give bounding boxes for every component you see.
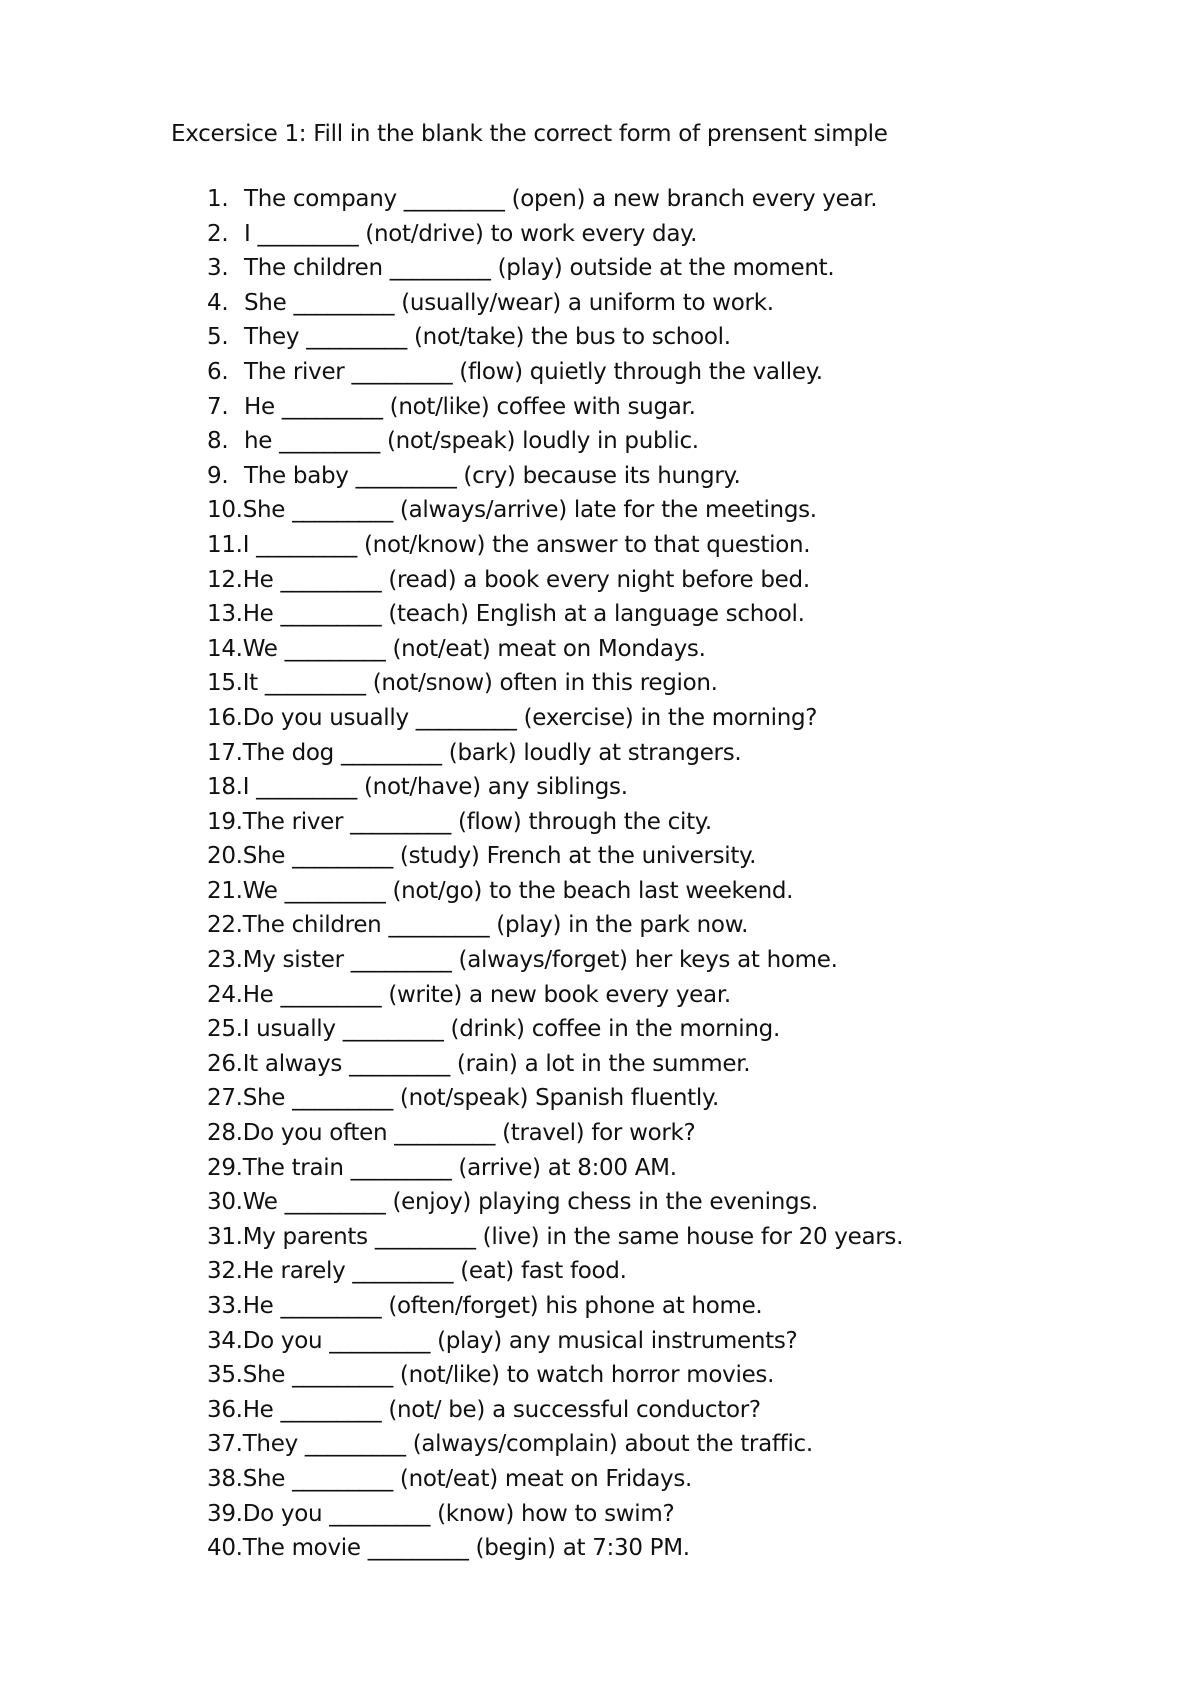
exercise-item (207, 597, 903, 632)
exercise-item (207, 1254, 903, 1289)
exercise-list (207, 182, 903, 1566)
exercise-item (207, 1497, 903, 1532)
exercise-number: 25. (207, 1016, 243, 1043)
exercise-number: 12. (207, 566, 243, 593)
exercise-item (207, 528, 903, 563)
exercise-number: 16. (207, 704, 243, 731)
exercise-number: 36. (207, 1396, 243, 1423)
exercise-sentence: He _________ (not/like) coffee with sugar. (244, 393, 696, 420)
exercise-item (207, 1185, 903, 1220)
exercise-item (207, 286, 903, 321)
exercise-sentence: I _________ (not/have) any siblings. (242, 774, 628, 801)
exercise-sentence: She _________ (not/eat) meat on Fridays. (242, 1465, 693, 1492)
exercise-title: Excersice 1: Fill in the blank the correct form of prensent simple (171, 121, 888, 147)
exercise-number: 23. (207, 947, 243, 974)
exercise-sentence: My parents _________ (live) in the same house for 20 years. (242, 1223, 904, 1250)
exercise-number: 11. (207, 531, 243, 558)
exercise-item (207, 1012, 903, 1047)
exercise-number: 14. (207, 635, 243, 662)
exercise-item (207, 1289, 903, 1324)
exercise-sentence: She _________ (usually/wear) a uniform to work. (244, 289, 774, 316)
exercise-sentence: He _________ (often/forget) his phone at home. (242, 1293, 763, 1319)
exercise-number: 8. (207, 428, 229, 455)
exercise-item (207, 424, 903, 459)
exercise-number: 38. (207, 1465, 243, 1492)
exercise-sentence: The train _________ (arrive) at 8:00 AM. (242, 1154, 677, 1181)
exercise-number: 21. (207, 877, 243, 904)
exercise-number: 30. (207, 1189, 243, 1216)
exercise-sentence: The company _________ (open) a new branch every year. (244, 186, 878, 212)
exercise-sentence: She _________ (not/speak) Spanish fluently. (242, 1085, 720, 1112)
exercise-number: 19. (207, 808, 243, 835)
exercise-number: 20. (207, 843, 243, 870)
exercise-sentence: Do you often _________ (travel) for work? (242, 1120, 696, 1147)
exercise-sentence: The river _________ (flow) through the city. (242, 808, 712, 835)
exercise-sentence: She _________ (always/arrive) late for the meetings. (242, 497, 817, 524)
exercise-sentence: The dog _________ (bark) loudly at strangers. (242, 739, 742, 766)
exercise-number: 2. (207, 220, 229, 247)
exercise-sentence: They _________ (always/complain) about the traffic. (242, 1431, 813, 1458)
exercise-number: 27. (207, 1085, 243, 1112)
exercise-number: 6. (207, 358, 229, 385)
exercise-sentence: The movie _________ (begin) at 7:30 PM. (242, 1535, 690, 1562)
exercise-item (207, 839, 903, 874)
exercise-sentence: He _________ (not/ be) a successful conductor? (242, 1396, 761, 1423)
exercise-item (207, 459, 903, 494)
exercise-sentence: I usually _________ (drink) coffee in the morning. (242, 1016, 780, 1043)
exercise-number: 15. (207, 670, 243, 697)
exercise-number: 17. (207, 739, 243, 766)
exercise-number: 35. (207, 1362, 243, 1389)
exercise-sentence: I _________ (not/drive) to work every day. (244, 220, 698, 247)
exercise-item (207, 1462, 903, 1497)
exercise-sentence: The baby _________ (cry) because its hungry. (244, 462, 741, 489)
exercise-sentence: He _________ (read) a book every night before bed. (242, 566, 810, 593)
exercise-item (207, 1116, 903, 1151)
exercise-number: 3. (207, 255, 229, 282)
exercise-item (207, 632, 903, 667)
exercise-item (207, 320, 903, 355)
exercise-number: 13. (207, 601, 243, 628)
exercise-sentence: The children _________ (play) in the park now. (242, 912, 749, 939)
exercise-number: 26. (207, 1050, 243, 1077)
exercise-item (207, 217, 903, 252)
exercise-sentence: He _________ (write) a new book every year. (242, 981, 731, 1008)
exercise-number: 28. (207, 1120, 243, 1147)
exercise-sentence: He _________ (teach) English at a language school. (242, 601, 805, 628)
exercise-item (207, 1427, 903, 1462)
exercise-number: 40. (207, 1535, 243, 1562)
exercise-sentence: She _________ (study) French at the university. (242, 843, 757, 870)
exercise-sentence: I _________ (not/know) the answer to that question. (242, 531, 811, 558)
exercise-sentence: It _________ (not/snow) often in this region. (242, 670, 718, 697)
exercise-item (207, 1151, 903, 1186)
exercise-number: 37. (207, 1431, 243, 1458)
exercise-item (207, 1220, 903, 1255)
exercise-number: 33. (207, 1293, 243, 1319)
exercise-sentence: Do you _________ (play) any musical instruments? (242, 1327, 798, 1354)
exercise-item (207, 563, 903, 598)
exercise-sentence: The river _________ (flow) quietly through the valley. (244, 358, 823, 385)
exercise-sentence: Do you usually _________ (exercise) in the morning? (242, 704, 818, 731)
exercise-item (207, 908, 903, 943)
exercise-item (207, 874, 903, 909)
exercise-item (207, 1081, 903, 1116)
exercise-number: 1. (207, 186, 229, 212)
exercise-item (207, 251, 903, 286)
exercise-sentence: The children _________ (play) outside at the moment. (244, 255, 835, 282)
exercise-number: 31. (207, 1223, 243, 1250)
exercise-number: 18. (207, 774, 243, 801)
exercise-item (207, 1324, 903, 1359)
exercise-sentence: We _________ (enjoy) playing chess in the evenings. (242, 1189, 819, 1216)
exercise-number: 32. (207, 1258, 243, 1285)
exercise-item (207, 943, 903, 978)
exercise-sentence: We _________ (not/go) to the beach last weekend. (242, 877, 794, 904)
exercise-number: 10. (207, 497, 243, 524)
exercise-number: 4. (207, 289, 229, 316)
exercise-item (207, 1531, 903, 1566)
exercise-item (207, 390, 903, 425)
exercise-number: 29. (207, 1154, 243, 1181)
exercise-number: 5. (207, 324, 229, 351)
exercise-item (207, 770, 903, 805)
exercise-number: 34. (207, 1327, 243, 1354)
exercise-sentence: They _________ (not/take) the bus to school. (244, 324, 731, 351)
exercise-item (207, 736, 903, 771)
exercise-item (207, 666, 903, 701)
exercise-item (207, 1047, 903, 1082)
exercise-item (207, 978, 903, 1013)
exercise-sentence: It always _________ (rain) a lot in the summer. (242, 1050, 751, 1077)
exercise-sentence: We _________ (not/eat) meat on Mondays. (242, 635, 706, 662)
exercise-sentence: he _________ (not/speak) loudly in public. (244, 428, 699, 455)
exercise-sentence: Do you _________ (know) how to swim? (242, 1500, 675, 1527)
exercise-item (207, 182, 903, 217)
exercise-item (207, 493, 903, 528)
exercise-number: 9. (207, 462, 229, 489)
exercise-item (207, 701, 903, 736)
exercise-item (207, 1393, 903, 1428)
exercise-number: 24. (207, 981, 243, 1008)
exercise-item (207, 1358, 903, 1393)
exercise-sentence: She _________ (not/like) to watch horror movies. (242, 1362, 775, 1389)
exercise-number: 39. (207, 1500, 243, 1527)
exercise-item (207, 355, 903, 390)
exercise-item (207, 805, 903, 840)
exercise-number: 22. (207, 912, 243, 939)
exercise-number: 7. (207, 393, 229, 420)
exercise-sentence: He rarely _________ (eat) fast food. (242, 1258, 627, 1285)
exercise-sentence: My sister _________ (always/forget) her keys at home. (242, 947, 838, 974)
